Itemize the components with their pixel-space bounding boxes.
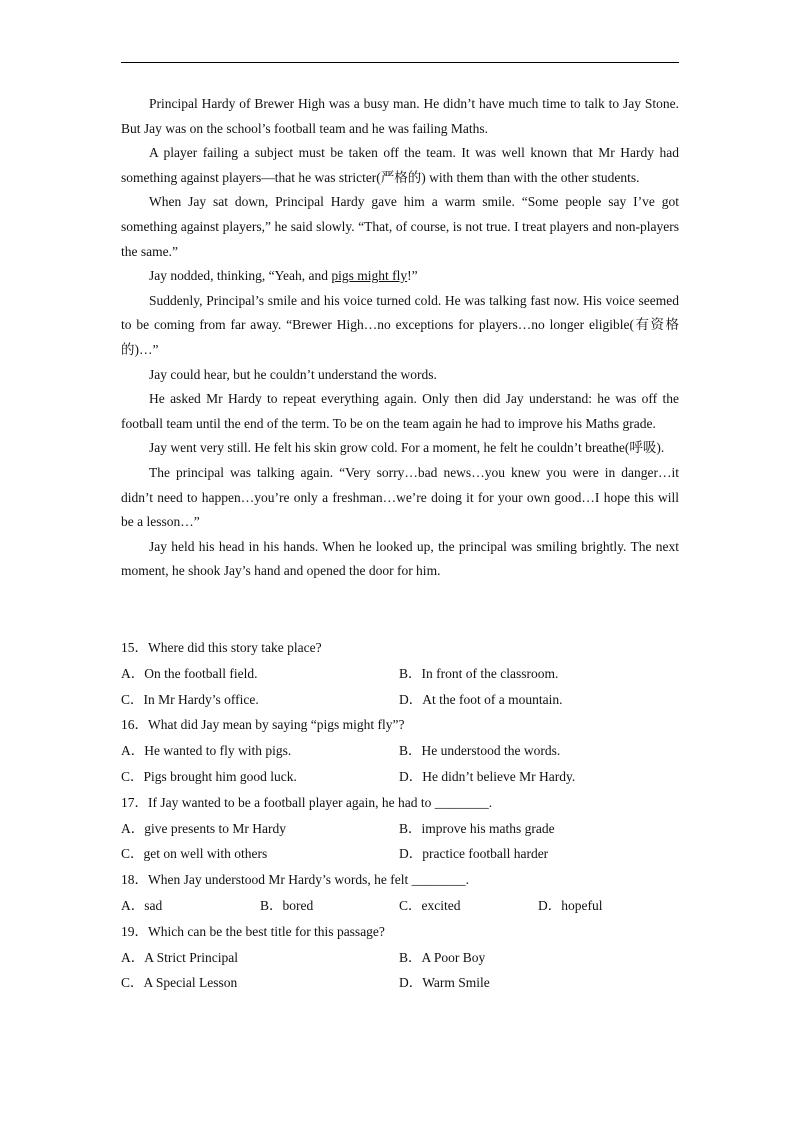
question-18-option-b: B．bored xyxy=(260,897,314,913)
question-18-options-row xyxy=(121,894,679,920)
passage-paragraph-1: Principal Hardy of Brewer High was a busy man. He didn’t have much time to talk to Jay Stone. But Jay was on the school’s football team and he was failing Maths. xyxy=(121,96,679,136)
question-17-options-row-1 xyxy=(121,817,679,843)
p4-text-before: Jay nodded, thinking, “Yeah, and xyxy=(149,268,332,284)
question-19-option-d: D．Warm Smile xyxy=(399,975,490,991)
header-rule xyxy=(121,62,679,63)
question-15-stem: 15．Where did this story take place? xyxy=(121,640,322,655)
question-19-option-b: B．A Poor Boy xyxy=(399,949,486,965)
underlined-phrase: pigs might fly xyxy=(331,268,408,284)
question-15-options-row-1 xyxy=(121,662,679,688)
passage-paragraph-4 xyxy=(121,264,679,289)
question-17-option-a: A．give presents to Mr Hardy xyxy=(121,820,286,836)
question-17-options-row-2 xyxy=(121,842,679,868)
question-19-options-row-2 xyxy=(121,971,679,997)
question-16-option-c: C．Pigs brought him good luck. xyxy=(121,768,297,784)
passage-paragraph-6: Jay could hear, but he couldn’t understand the words. xyxy=(149,366,437,382)
passage-paragraph-2: A player failing a subject must be taken off the team. It was well known that Mr Hardy had something against players—that he was stricter(严格的) with them than with the other students. xyxy=(121,145,679,185)
passage-paragraph-3: When Jay sat down, Principal Hardy gave him a warm smile. “Some people say I’ve got something against players,” he said slowly. “That, of course, is not true. I treat players and non-players the same.” xyxy=(121,194,679,259)
question-19-options-row-1 xyxy=(121,946,679,972)
passage-paragraph-8: Jay went very still. He felt his skin grow cold. For a moment, he felt he couldn’t breathe(呼吸). xyxy=(149,440,665,456)
question-19-option-c: C．A Special Lesson xyxy=(121,975,238,991)
question-16-stem: 16．What did Jay mean by saying “pigs might fly”? xyxy=(121,717,405,733)
question-19-option-a: A．A Strict Principal xyxy=(121,949,238,965)
question-16-option-b: B．He understood the words. xyxy=(399,743,561,759)
question-15-option-a: A．On the football field. xyxy=(121,665,258,681)
question-16-option-d: D．He didn’t believe Mr Hardy. xyxy=(399,768,576,784)
passage-paragraph-7: He asked Mr Hardy to repeat everything again. Only then did Jay understand: he was off the football team until the end of the term. To be on the team again he had to improve his Maths grade. xyxy=(121,391,679,431)
reading-passage xyxy=(121,92,679,584)
question-list xyxy=(121,636,679,997)
question-17-option-b: B．improve his maths grade xyxy=(399,820,555,836)
question-17-stem: 17．If Jay wanted to be a football player again, he had to ________. xyxy=(121,794,493,810)
question-16-option-a: A．He wanted to fly with pigs. xyxy=(121,743,292,759)
question-16-options-row-1 xyxy=(121,739,679,765)
question-17-option-d: D．practice football harder xyxy=(399,846,549,862)
question-19-stem: 19．Which can be the best title for this passage? xyxy=(121,923,385,939)
question-15-options-row-2 xyxy=(121,688,679,714)
p4-text-after: !” xyxy=(407,268,418,284)
question-15-option-d: D．At the foot of a mountain. xyxy=(399,691,563,707)
passage-paragraph-9: The principal was talking again. “Very sorry…bad news…you knew you were in danger…it didn’t need to happen…you’re only a freshman…we’re doing it for your own good…I hope this will be a lesson…” xyxy=(121,464,679,530)
passage-paragraph-5: Suddenly, Principal’s smile and his voice turned cold. He was talking fast now. His voice seemed to be coming from far away. “Brewer High…no exceptions for players…no longer eligible(有资格的)…” xyxy=(121,292,679,357)
question-18-stem: 18．When Jay understood Mr Hardy’s words, he felt ________. xyxy=(121,872,469,888)
question-18-option-c: C．excited xyxy=(399,897,461,913)
question-18-option-a: A．sad xyxy=(121,897,163,913)
passage-paragraph-10: Jay held his head in his hands. When he looked up, the principal was smiling brightly. The next moment, he shook Jay’s hand and opened the door for him. xyxy=(121,538,679,579)
question-15-option-c: C．In Mr Hardy’s office. xyxy=(121,691,259,707)
question-18-option-d: D．hopeful xyxy=(538,897,603,913)
question-16-options-row-2 xyxy=(121,765,679,791)
question-17-option-c: C．get on well with others xyxy=(121,846,268,862)
question-15-option-b: B．In front of the classroom. xyxy=(399,665,559,681)
